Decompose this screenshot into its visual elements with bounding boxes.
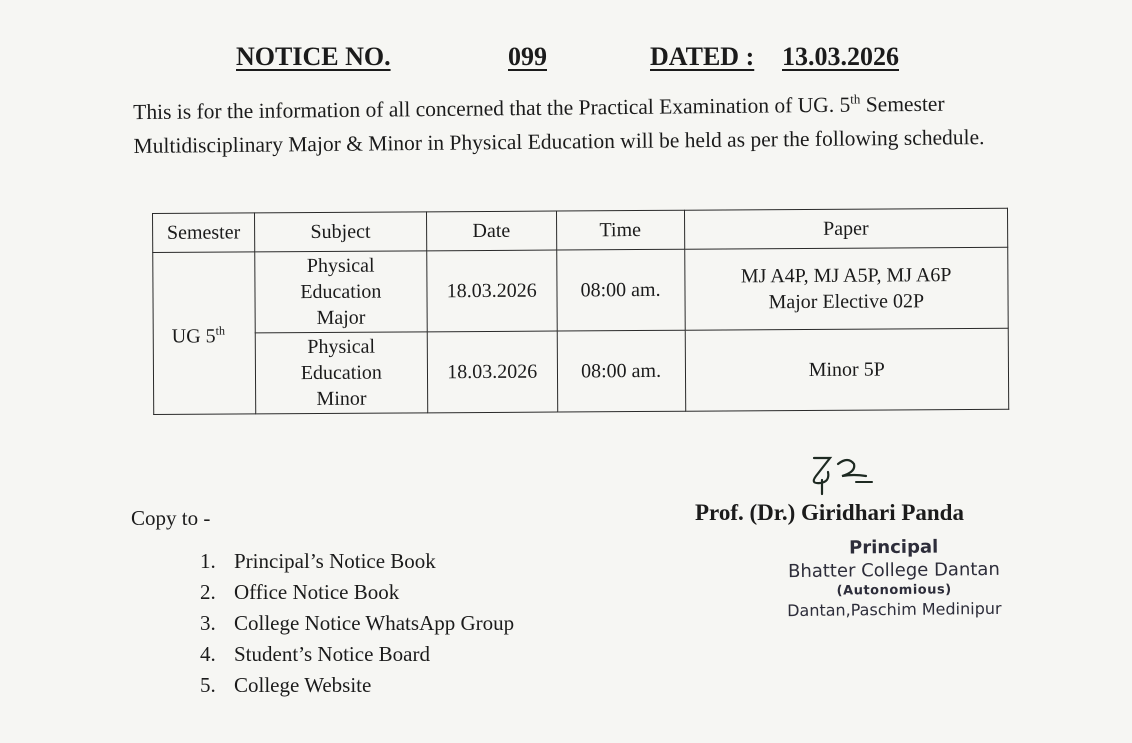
schedule-table: [152, 208, 1009, 415]
list-item: [200, 546, 514, 577]
time-cell: 08:00 am.: [556, 249, 684, 331]
list-item: [200, 670, 514, 701]
semester-cell: [153, 252, 256, 415]
table-header-row: [153, 208, 1008, 252]
list-item: [200, 608, 514, 639]
list-item: [200, 639, 514, 670]
list-text: Student’s Notice Board: [234, 642, 430, 666]
semester-text: UG 5: [171, 324, 216, 348]
list-number: 5.: [200, 673, 216, 697]
list-text: College Website: [234, 673, 372, 697]
notice-date: 13.03.2026: [782, 42, 899, 71]
signature-icon: [804, 450, 878, 498]
header-paper: Paper: [684, 208, 1008, 249]
stamp-college: Bhatter College Dantan: [787, 558, 1000, 583]
list-text: Office Notice Book: [234, 580, 400, 604]
paper-cell: [684, 247, 1008, 330]
notice-number: 099: [508, 42, 547, 71]
semester-superscript: th: [215, 323, 225, 338]
list-number: 3.: [200, 611, 216, 635]
subject-line: Physical: [306, 254, 375, 278]
header-date: Date: [426, 211, 556, 251]
table-row: [153, 328, 1008, 414]
paper-line: MJ A4P, MJ A5P, MJ A6P: [740, 264, 952, 288]
subject-line: Education: [300, 361, 382, 385]
header-semester: Semester: [153, 213, 255, 253]
stamp-status: (Autonomious): [836, 582, 952, 599]
intro-text-2: Semester Multidisciplinary Major & Minor in Physical Education will be held as per the following schedule.: [133, 91, 985, 159]
stamp-place: Dantan,Paschim Medinipur: [787, 598, 1002, 621]
date-cell: 18.03.2026: [427, 331, 557, 413]
intro-superscript: th: [850, 91, 861, 107]
subject-line: Major: [316, 306, 366, 329]
date-cell: 18.03.2026: [427, 250, 557, 332]
paper-line: Minor 5P: [808, 358, 885, 381]
table-row: [153, 247, 1008, 333]
header-time: Time: [556, 210, 684, 250]
copy-to-list: [200, 546, 514, 701]
dated-label: DATED :: [650, 42, 755, 71]
principal-stamp: [768, 535, 1021, 622]
subject-line: Minor: [316, 387, 367, 410]
list-number: 4.: [200, 642, 216, 666]
list-text: Principal’s Notice Book: [234, 549, 436, 573]
intro-text-1: This is for the information of all concerned that the Practical Examination of UG. 5: [133, 92, 851, 125]
paper-line: Major Elective 02P: [768, 290, 925, 314]
stamp-title: Principal: [849, 536, 939, 559]
notice-heading: [0, 42, 1132, 78]
notice-label: NOTICE NO.: [236, 42, 391, 71]
subject-cell: [255, 251, 427, 333]
paper-cell: [685, 328, 1009, 411]
subject-cell: [255, 332, 427, 414]
list-text: College Notice WhatsApp Group: [234, 611, 515, 635]
intro-paragraph: [133, 80, 1044, 163]
list-item: [200, 577, 514, 608]
subject-line: Physical: [307, 335, 376, 359]
subject-line: Education: [300, 280, 382, 304]
header-subject: Subject: [254, 212, 426, 252]
copy-to-label: Copy to -: [131, 506, 211, 530]
time-cell: 08:00 am.: [557, 330, 685, 412]
list-number: 2.: [200, 580, 216, 604]
signatory-name: Prof. (Dr.) Giridhari Panda: [695, 500, 964, 525]
list-number: 1.: [200, 549, 216, 573]
